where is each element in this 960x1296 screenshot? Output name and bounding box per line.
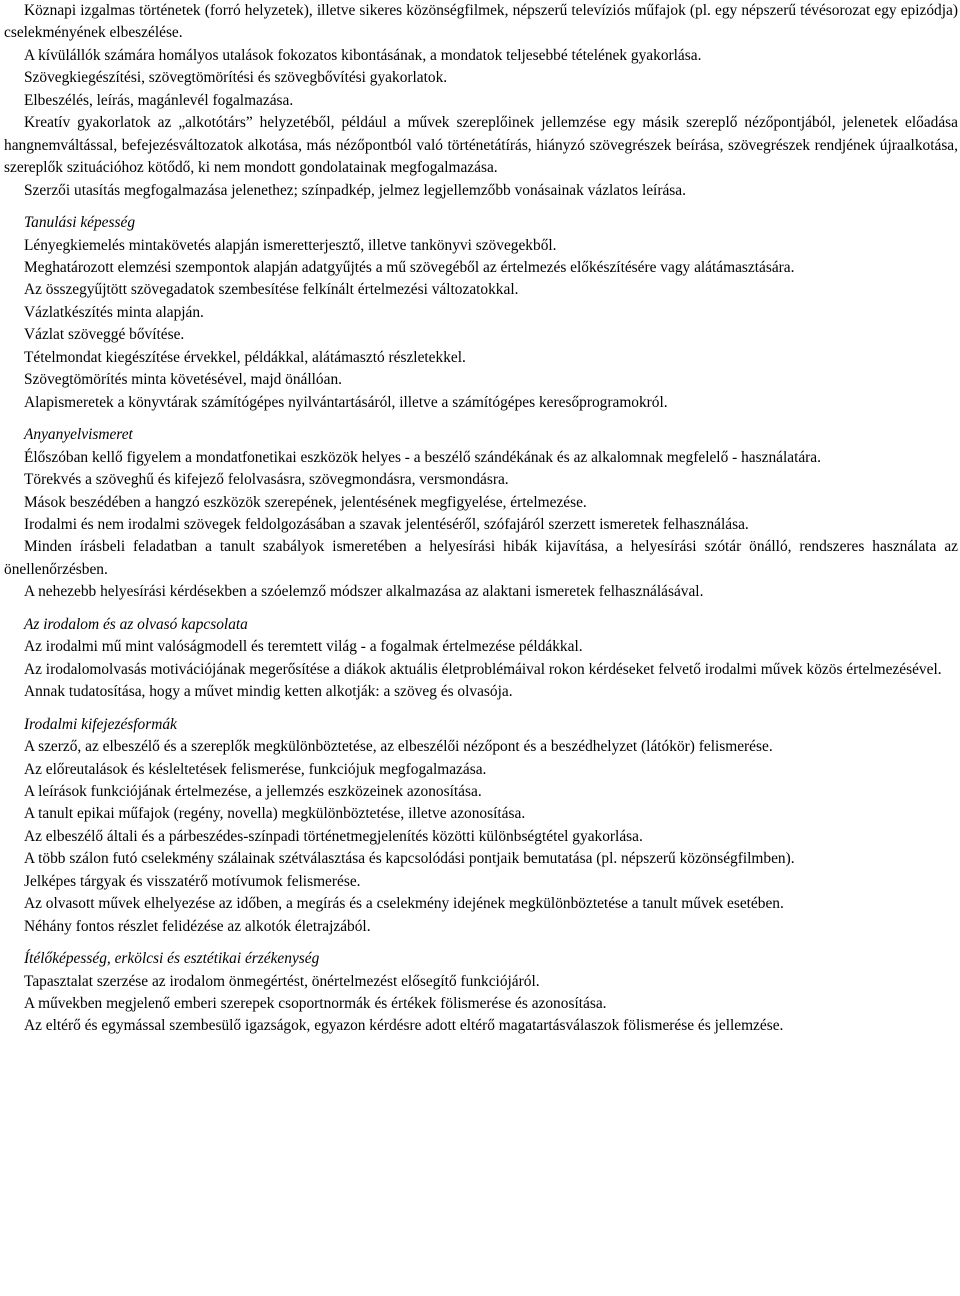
section-tanulasi-kepesseg	[4, 212, 958, 414]
section-heading: Az irodalom és az olvasó kapcsolata	[24, 615, 248, 633]
paragraph: Mások beszédében a hangzó eszközök szerepének, jelentésének megfigyelése, értelmezése.	[24, 493, 587, 511]
paragraph: A leírások funkciójának értelmezése, a jellemzés eszközeinek azonosítása.	[24, 782, 482, 800]
section-heading: Tanulási képesség	[24, 214, 136, 232]
paragraph: Kreatív gyakorlatok az „alkotótárs” helyzetéből, például a művek szereplőinek jellemzése egy másik szereplő nézőpontjából, jelenetek előadása hangnemváltással, befejezésváltozatok alkotása, más nézőpontból való történetátírás, hiányzó szövegrészek beírása, szövegrészek rendjének újraalkotása, szereplők szituációhoz kötődő, ki nem mondott gondolatainak megfogalmazása.	[4, 114, 958, 177]
section-intro	[4, 0, 958, 202]
section-heading: Irodalmi kifejezésformák	[24, 715, 177, 733]
paragraph: A nehezebb helyesírási kérdésekben a szóelemző módszer alkalmazása az alaktani ismeretek felhasználásával.	[24, 583, 704, 601]
paragraph: A művekben megjelenő emberi szerepek csoportnormák és értékek fölismerése és azonosítása.	[24, 995, 607, 1013]
paragraph: Néhány fontos részlet felidézése az alkotók életrajzából.	[24, 917, 371, 935]
paragraph: Tételmondat kiegészítése érvekkel, példákkal, alátámasztó részletekkel.	[24, 348, 466, 366]
paragraph: Köznapi izgalmas történetek (forró helyzetek), illetve sikeres közönségfilmek, népszerű televíziós műfajok (pl. egy népszerű tévésorozat egy epizódja) cselekményének elbeszélése.	[4, 2, 958, 42]
section-heading: Ítélőképesség, erkölcsi és esztétikai érzékenység	[24, 950, 320, 968]
section-anyanyelvismeret	[4, 424, 958, 604]
paragraph: Vázlatkészítés minta alapján.	[24, 303, 204, 321]
paragraph: Az összegyűjtött szövegadatok szembesítése felkínált értelmezési változatokkal.	[24, 281, 519, 299]
paragraph: Lényegkiemelés mintakövetés alapján ismeretterjesztő, illetve tankönyvi szövegekből.	[24, 236, 557, 254]
paragraph: Az eltérő és egymással szembesülő igazságok, egyazon kérdésre adott eltérő magatartásválaszok fölismerése és jellemzése.	[24, 1017, 784, 1035]
paragraph: Az elbeszélő általi és a párbeszédes-színpadi történetmegjelenítés közötti különbségtétel gyakorlása.	[24, 827, 643, 845]
section-heading: Anyanyelvismeret	[24, 426, 133, 444]
paragraph: Szerzői utasítás megfogalmazása jelenethez; színpadkép, jelmez legjellemzőbb vonásainak vázlatos leírása.	[24, 181, 686, 199]
section-itelokepesseg-erkolcsi-es-esztetikai-erzekenyseg	[4, 948, 958, 1038]
paragraph: Minden írásbeli feladatban a tanult szabályok ismeretében a helyesírási hibák kijavítása, a helyesírási szótár önálló, rendszeres használata az önellenőrzésben.	[4, 538, 958, 578]
paragraph: Tapasztalat szerzése az irodalom önmegértést, önértelmezést elősegítő funkciójáról.	[24, 972, 540, 990]
paragraph: Meghatározott elemzési szempontok alapján adatgyűjtés a mű szövegéből az értelmezés előkészítésére vagy alátámasztására.	[24, 258, 795, 276]
paragraph: Az olvasott művek elhelyezése az időben, a megírás és a cselekmény idejének megkülönböztetése a tanult művek esetében.	[24, 895, 784, 913]
paragraph: A több szálon futó cselekmény szálainak szétválasztása és kapcsolódási pontjaik bemutatása (pl. népszerű közönségfilmben).	[24, 850, 795, 868]
section-az-irodalom-es-az-olvaso-kapcsolata	[4, 614, 958, 704]
paragraph: Élőszóban kellő figyelem a mondatfonetikai eszközök helyes - a beszélő szándékának és az alkalomnak megfelelő - használatára.	[24, 448, 821, 466]
paragraph: A kívülállók számára homályos utalások fokozatos kibontásának, a mondatok teljesebbé tételének gyakorlása.	[24, 46, 702, 64]
paragraph: Jelképes tárgyak és visszatérő motívumok felismerése.	[24, 872, 361, 890]
section-irodalmi-kifejezesformak	[4, 714, 958, 939]
paragraph: Irodalmi és nem irodalmi szövegek feldolgozásában a szavak jelentéséről, szófajáról szerzett ismeretek felhasználása.	[24, 515, 749, 533]
paragraph: Elbeszélés, leírás, magánlevél fogalmazása.	[24, 91, 294, 109]
paragraph: Szövegkiegészítési, szövegtömörítési és szövegbővítési gyakorlatok.	[24, 69, 448, 87]
paragraph: A szerző, az elbeszélő és a szereplők megkülönböztetése, az elbeszélői nézőpont és a beszédhelyzet (látókör) felismerése.	[24, 738, 773, 756]
paragraph: Annak tudatosítása, hogy a művet mindig ketten alkotják: a szöveg és olvasója.	[24, 683, 513, 701]
paragraph: Vázlat szöveggé bővítése.	[24, 326, 185, 344]
paragraph: Az irodalmi mű mint valóságmodell és teremtett világ - a fogalmak értelmezése példákkal.	[24, 638, 583, 656]
paragraph: Alapismeretek a könyvtárak számítógépes nyilvántartásáról, illetve a számítógépes keresőprogramokról.	[24, 393, 668, 411]
paragraph: Az irodalomolvasás motivációjának megerősítése a diákok aktuális életproblémáival rokon kérdéseket felvető irodalmi művek közös értelmezésével.	[24, 660, 942, 678]
paragraph: Törekvés a szöveghű és kifejező felolvasásra, szövegmondásra, versmondásra.	[24, 471, 509, 489]
paragraph: A tanult epikai műfajok (regény, novella) megkülönböztetése, illetve azonosítása.	[24, 805, 526, 823]
paragraph: Szövegtömörítés minta követésével, majd önállóan.	[24, 371, 342, 389]
paragraph: Az előreutalások és késleltetések felismerése, funkciójuk megfogalmazása.	[24, 760, 487, 778]
